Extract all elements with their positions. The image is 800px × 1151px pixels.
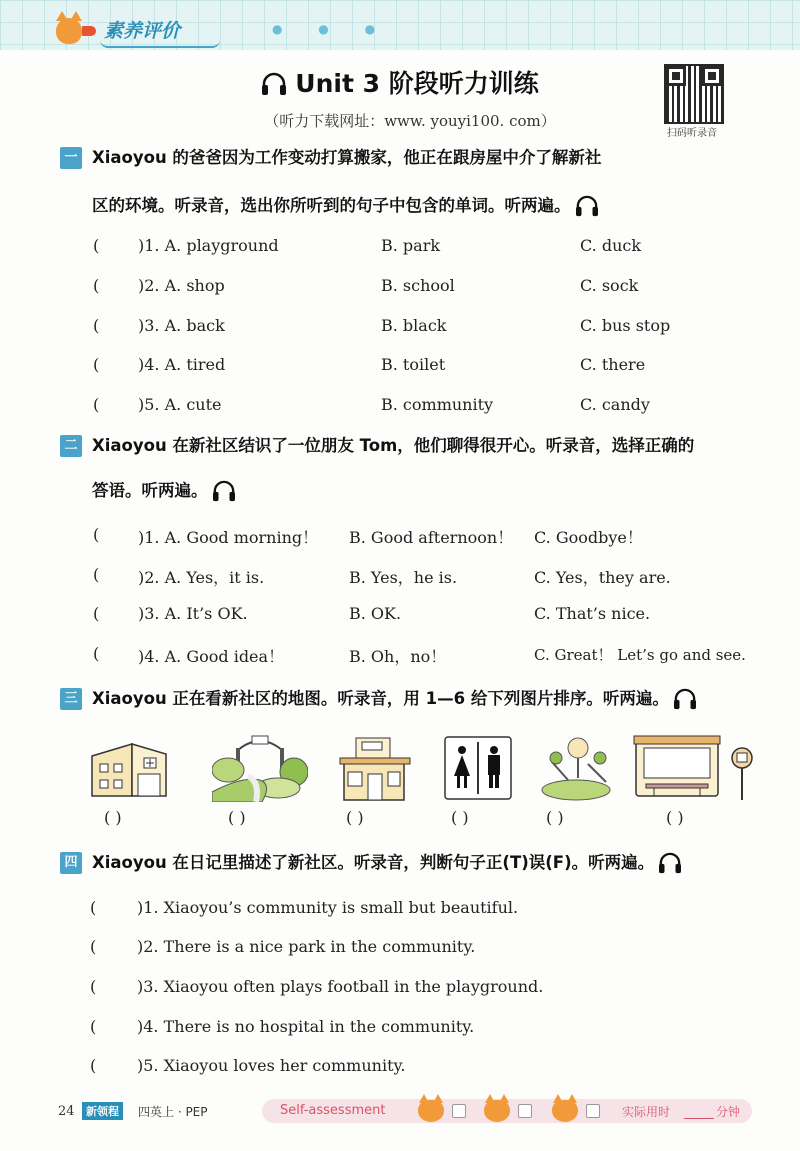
q3-option-a: )3. A. It’s OK. bbox=[138, 604, 248, 623]
q2-option-a: )2. A. shop bbox=[138, 276, 225, 295]
answer-blank[interactable]: ( bbox=[93, 644, 100, 663]
q4-option-a: )4. A. Good idea！ bbox=[138, 647, 285, 666]
horn-icon bbox=[82, 26, 96, 36]
self-assessment-label: Self-assessment bbox=[280, 1103, 386, 1118]
q4-option-b: B. Oh，no！ bbox=[349, 647, 447, 666]
section-2-badge: 二 bbox=[60, 435, 82, 457]
playground-picture bbox=[538, 734, 614, 802]
q3-option-a: )3. A. back bbox=[138, 316, 225, 335]
qr-caption: 扫码听录音 bbox=[667, 128, 717, 139]
q2-option-a: )2. A. Yes，it is. bbox=[138, 568, 265, 587]
q3-option-b: B. OK. bbox=[349, 604, 402, 623]
section-2-instruction-line1: Xiaoyou 在新社区结识了一位朋友 Tom，他们聊得很开心。听录音，选择正确的 bbox=[92, 436, 695, 455]
q3-option-b: B. black bbox=[381, 316, 447, 335]
rating-checkbox-3[interactable] bbox=[586, 1104, 600, 1118]
answer-blank[interactable]: ( bbox=[93, 395, 100, 414]
headphones-icon bbox=[212, 480, 236, 508]
answer-blank[interactable]: ( bbox=[93, 604, 100, 623]
fox-face-icon bbox=[552, 1100, 578, 1122]
download-url: （听力下载网址：www. youyi100. com） bbox=[264, 112, 556, 130]
answer-blank[interactable]: ( bbox=[90, 898, 97, 917]
q5-option-a: )5. A. cute bbox=[138, 395, 222, 414]
q1-option-a: )1. A. Good morning！ bbox=[138, 528, 319, 547]
section-4-badge: 四 bbox=[60, 852, 82, 874]
q3-option-c: C. That’s nice. bbox=[534, 604, 651, 623]
hospital-picture bbox=[88, 734, 180, 802]
q4-option-c: C. there bbox=[580, 355, 646, 374]
answer-blank[interactable]: ( bbox=[93, 236, 100, 255]
q4-option-b: B. toilet bbox=[381, 355, 446, 374]
picture-5-answer[interactable]: ( ) bbox=[546, 808, 564, 827]
shop-picture bbox=[338, 734, 414, 802]
q1-option-c: C. duck bbox=[580, 236, 642, 255]
answer-blank[interactable]: ( bbox=[90, 1017, 97, 1036]
section-1-badge: 一 bbox=[60, 147, 82, 169]
rating-checkbox-1[interactable] bbox=[452, 1104, 466, 1118]
statement-3: )3. Xiaoyou often plays football in the playground. bbox=[137, 977, 544, 996]
section-1-instruction-line1: Xiaoyou 的爸爸因为工作变动打算搬家，他正在跟房屋中介了解新社 bbox=[92, 148, 602, 167]
section-4-instruction: Xiaoyou 在日记里描述了新社区。听录音，判断句子正(T)误(F)。听两遍。 bbox=[92, 852, 682, 880]
answer-blank[interactable]: ( bbox=[90, 1056, 97, 1075]
section-2-instruction-line2: 答语。听两遍。 bbox=[92, 480, 236, 508]
picture-4-answer[interactable]: ( ) bbox=[451, 808, 469, 827]
headphones-icon bbox=[575, 195, 599, 223]
page-number: 24 bbox=[58, 1104, 75, 1119]
fox-face-icon bbox=[484, 1100, 510, 1122]
answer-blank[interactable]: ( bbox=[93, 316, 100, 335]
paw-prints-icon: ● ● ● bbox=[272, 22, 392, 36]
section-1-instruction-line2: 区的环境。听录音，选出你所听到的句子中包含的单词。听两遍。 bbox=[92, 195, 599, 223]
fox-face-icon bbox=[418, 1100, 444, 1122]
statement-5: )5. Xiaoyou loves her community. bbox=[137, 1056, 406, 1075]
q1-option-c: C. Goodbye！ bbox=[534, 528, 643, 547]
picture-6-answer[interactable]: ( ) bbox=[666, 808, 684, 827]
answer-blank[interactable]: ( bbox=[90, 937, 97, 956]
publisher-logo: 新领程 bbox=[82, 1102, 123, 1120]
park-picture bbox=[212, 732, 308, 802]
toilet-sign-picture bbox=[444, 736, 512, 800]
answer-blank[interactable]: ( bbox=[90, 977, 97, 996]
time-unit-label: 分钟 bbox=[716, 1105, 741, 1119]
bus-stop-picture bbox=[632, 734, 756, 802]
title-text: Unit 3 阶段听力训练 bbox=[295, 69, 539, 98]
q2-option-c: C. sock bbox=[580, 276, 639, 295]
section-brand: 素养评价 bbox=[104, 20, 181, 42]
answer-blank[interactable]: ( bbox=[93, 355, 100, 374]
answer-blank[interactable]: ( bbox=[93, 525, 100, 544]
qr-code-icon[interactable] bbox=[664, 64, 724, 124]
statement-4: )4. There is no hospital in the community. bbox=[137, 1017, 475, 1036]
section-3-instruction: Xiaoyou 正在看新社区的地图。听录音，用 1—6 给下列图片排序。听两遍。 bbox=[92, 688, 697, 716]
answer-blank[interactable]: ( bbox=[93, 565, 100, 584]
q3-option-c: C. bus stop bbox=[580, 316, 671, 335]
picture-1-answer[interactable]: ( ) bbox=[104, 808, 122, 827]
picture-3-answer[interactable]: ( ) bbox=[346, 808, 364, 827]
q2-option-b: B. Yes，he is. bbox=[349, 568, 458, 587]
q5-option-c: C. candy bbox=[580, 395, 650, 414]
q2-option-b: B. school bbox=[381, 276, 455, 295]
time-used-label: 实际用时 bbox=[622, 1105, 671, 1119]
headphones-icon bbox=[658, 852, 682, 880]
statement-1: )1. Xiaoyou’s community is small but beautiful. bbox=[137, 898, 519, 917]
headphones-icon bbox=[673, 688, 697, 716]
q1-option-a: )1. A. playground bbox=[138, 236, 279, 255]
picture-2-answer[interactable]: ( ) bbox=[228, 808, 246, 827]
headphones-icon bbox=[261, 72, 287, 102]
q2-option-c: C. Yes，they are. bbox=[534, 568, 671, 587]
statement-2: )2. There is a nice park in the community. bbox=[137, 937, 476, 956]
q4-option-c: C. Great！ Let’s go and see. bbox=[534, 646, 746, 664]
section-3-badge: 三 bbox=[60, 688, 82, 710]
book-title: 四英上 · PEP bbox=[138, 1105, 208, 1119]
q5-option-b: B. community bbox=[381, 395, 494, 414]
rating-checkbox-2[interactable] bbox=[518, 1104, 532, 1118]
answer-blank[interactable]: ( bbox=[93, 276, 100, 295]
q1-option-b: B. park bbox=[381, 236, 441, 255]
fox-mascot-icon bbox=[56, 18, 82, 44]
brand-underline bbox=[100, 40, 220, 48]
q1-option-b: B. Good afternoon！ bbox=[349, 528, 514, 547]
time-used-blank[interactable] bbox=[684, 1118, 714, 1119]
q4-option-a: )4. A. tired bbox=[138, 355, 226, 374]
